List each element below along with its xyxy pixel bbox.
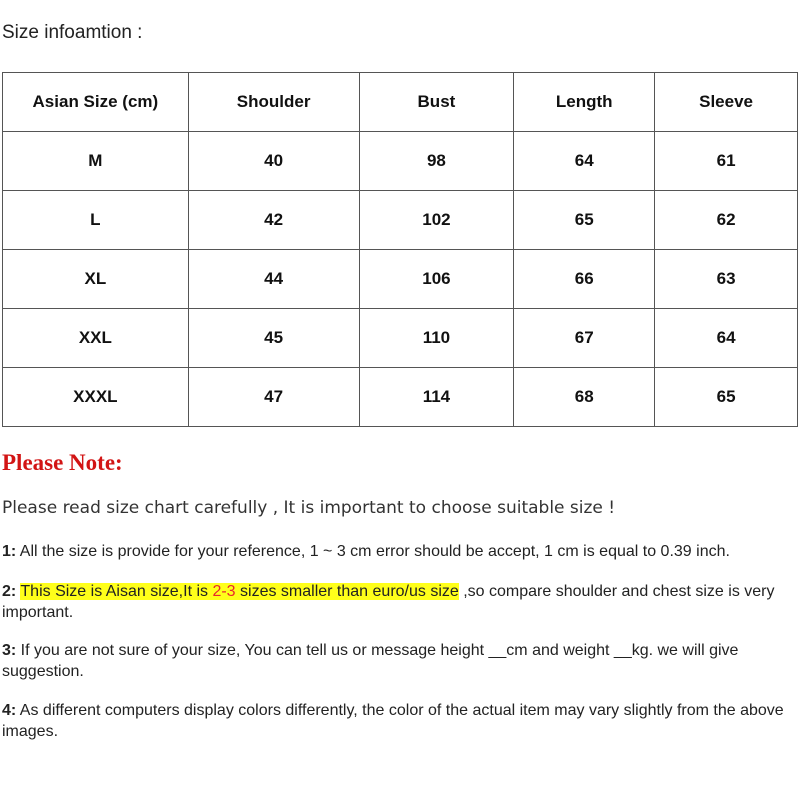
header-cell-sleeve: Sleeve [655, 73, 798, 132]
note-2 [2, 581, 796, 623]
table-cell: 102 [359, 191, 514, 250]
table-cell: 67 [514, 309, 655, 368]
note-text: If you are not sure of your size, You can tell us or message height __cm and weight __kg. we will give suggestion. [2, 642, 739, 680]
table-cell: 65 [514, 191, 655, 250]
table-cell: 61 [655, 132, 798, 191]
note-heading: Please Note: [2, 450, 123, 475]
table-cell: 98 [359, 132, 514, 191]
note-number: 3: [2, 642, 17, 659]
note-4 [2, 700, 796, 742]
table-cell: 64 [514, 132, 655, 191]
note-3 [2, 640, 796, 682]
table-cell: 47 [188, 368, 359, 427]
header-cell-size: Asian Size (cm) [3, 73, 189, 132]
table-cell: M [3, 132, 189, 191]
intro-text: Please read size chart carefully , It is important to choose suitable size ! [2, 498, 616, 518]
note-number: 2: [2, 583, 17, 600]
table-cell: 45 [188, 309, 359, 368]
table-row [3, 191, 798, 250]
header-cell-length: Length [514, 73, 655, 132]
table-cell: 63 [655, 250, 798, 309]
note-1 [2, 541, 796, 562]
table-cell: L [3, 191, 189, 250]
table-cell: 106 [359, 250, 514, 309]
table-cell: 66 [514, 250, 655, 309]
table-row [3, 250, 798, 309]
header-cell-bust: Bust [359, 73, 514, 132]
table-cell: 62 [655, 191, 798, 250]
size-table [2, 72, 798, 427]
table-cell: 40 [188, 132, 359, 191]
table-cell: 64 [655, 309, 798, 368]
table-cell: XXL [3, 309, 189, 368]
note-number: 4: [2, 702, 17, 719]
table-row [3, 368, 798, 427]
table-cell: 114 [359, 368, 514, 427]
table-cell: XXXL [3, 368, 189, 427]
note-number: 1: [2, 543, 17, 560]
page-title: Size infoamtion : [2, 22, 143, 43]
table-cell: 110 [359, 309, 514, 368]
table-cell: 44 [188, 250, 359, 309]
table-cell: 65 [655, 368, 798, 427]
highlighted-text-a: This Size is Aisan size,It is [20, 583, 213, 600]
highlighted-text [20, 583, 458, 600]
table-cell: XL [3, 250, 189, 309]
highlighted-red-text: 2-3 [212, 583, 236, 600]
table-row [3, 132, 798, 191]
table-cell: 68 [514, 368, 655, 427]
note-text: All the size is provide for your reference, 1 ~ 3 cm error should be accept, 1 cm is equal to 0.39 inch. [16, 543, 730, 560]
table-row [3, 309, 798, 368]
highlighted-text-b: sizes smaller than euro/us size [235, 583, 459, 600]
header-cell-shoulder: Shoulder [188, 73, 359, 132]
table-cell: 42 [188, 191, 359, 250]
note-text: ,so compare shoulder and chest size is very important. [2, 583, 775, 621]
note-text: As different computers display colors differently, the color of the actual item may vary slightly from the above images. [2, 702, 784, 740]
table-header-row [3, 73, 798, 132]
